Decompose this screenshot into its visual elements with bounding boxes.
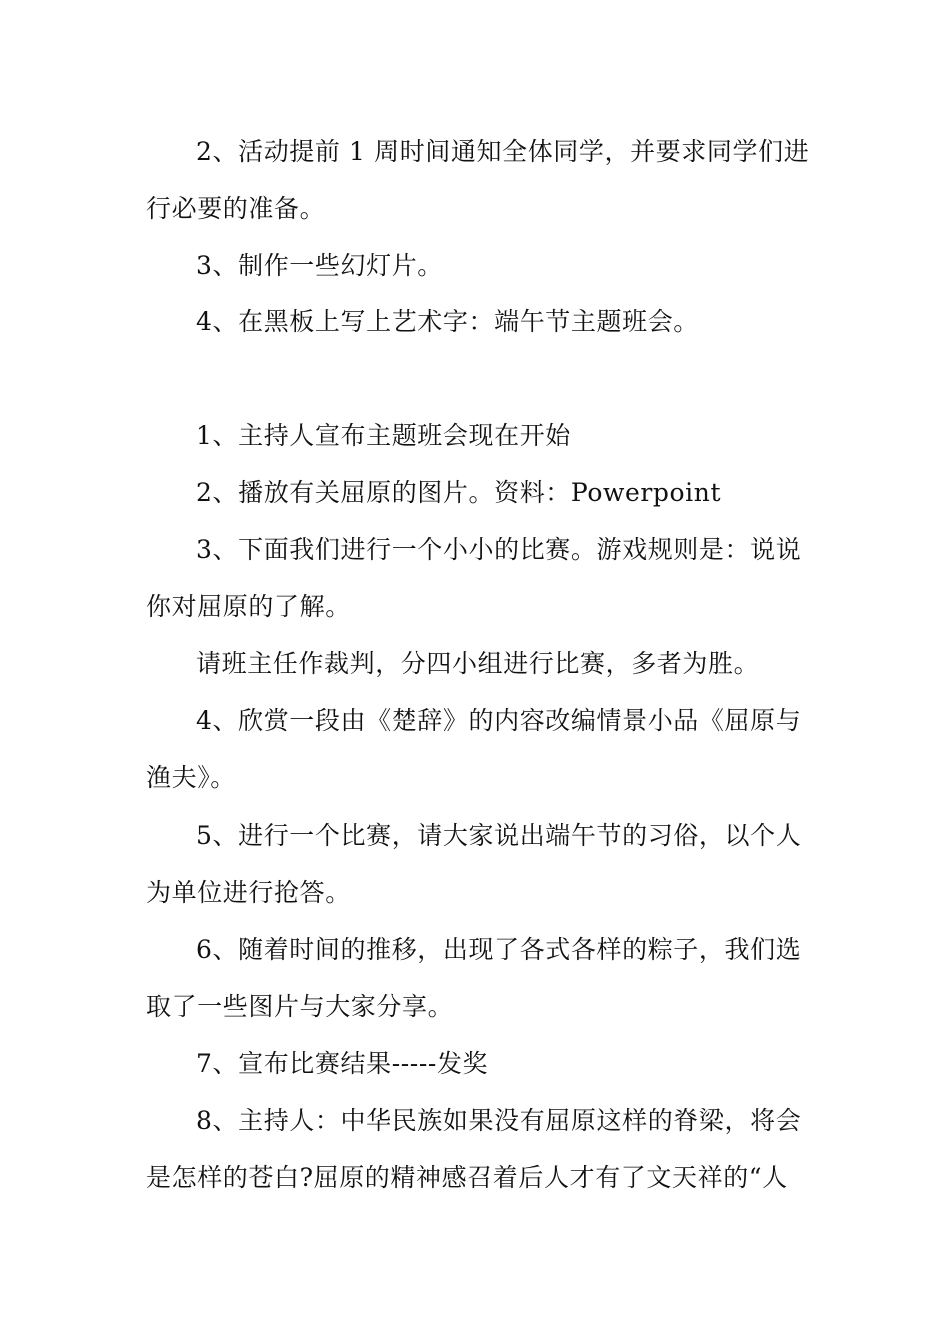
- paragraph-line: 4、欣赏一段由《楚辞》的内容改编情景小品《屈原与: [196, 706, 802, 735]
- paragraph-line: 3、下面我们进行一个小小的比赛。游戏规则是：说说: [196, 535, 802, 564]
- paragraph-line: 取了一些图片与大家分享。: [146, 992, 454, 1021]
- paragraph-line: 行必要的准备。: [146, 194, 326, 223]
- paragraph-line: 4、在黑板上写上艺术字：端午节主题班会。: [196, 307, 699, 336]
- paragraph-line: 请班主任作裁判，分四小组进行比赛，多者为胜。: [196, 649, 760, 678]
- paragraph-line: 渔夫》。: [146, 763, 236, 792]
- paragraph-line: 8、主持人：中华民族如果没有屈原这样的脊梁，将会: [196, 1106, 802, 1135]
- paragraph-line: 1、主持人宣布主题班会现在开始: [196, 421, 571, 450]
- paragraph-line: 5、进行一个比赛，请大家说出端午节的习俗，以个人: [196, 821, 802, 850]
- paragraph-line: 6、随着时间的推移，出现了各式各样的粽子，我们选: [196, 935, 802, 964]
- paragraph-line: 你对屈原的了解。: [146, 592, 351, 621]
- paragraph-line: 为单位进行抢答。: [146, 878, 351, 907]
- paragraph-line: 3、制作一些幻灯片。: [196, 251, 443, 280]
- paragraph-line: 2、播放有关屈原的图片。资料：Powerpoint: [196, 478, 722, 507]
- paragraph-line: 是怎样的苍白?屈原的精神感召着后人才有了文天祥的“人: [146, 1163, 788, 1192]
- paragraph-line: 7、宣布比赛结果-----发奖: [196, 1049, 489, 1078]
- paragraph-line: 2、活动提前 1 周时间通知全体同学，并要求同学们进: [196, 137, 810, 166]
